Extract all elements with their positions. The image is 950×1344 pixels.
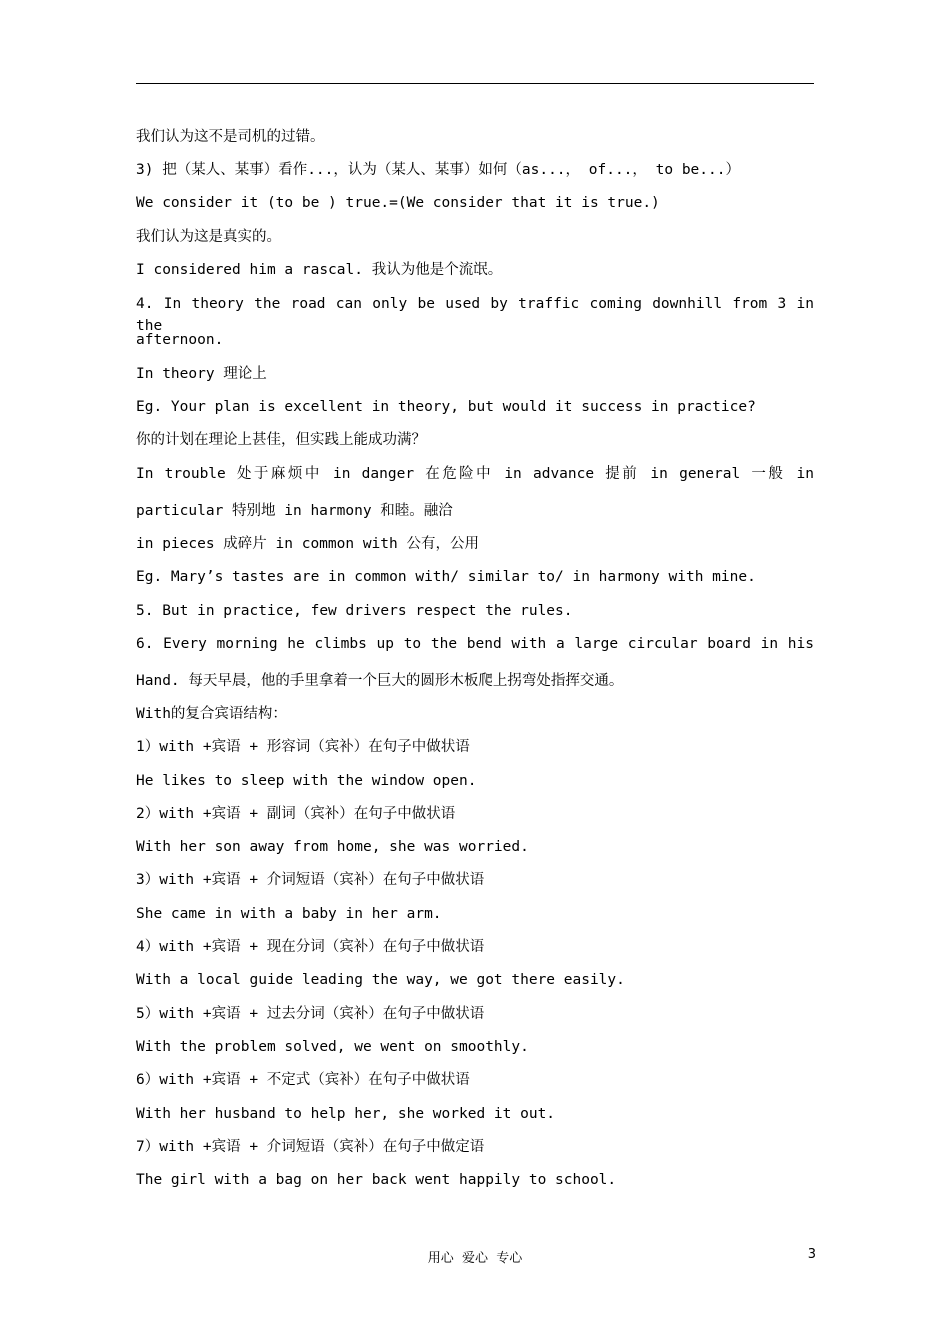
text-line: Eg. Your plan is excellent in theory, but would it success in practice? [136,399,756,415]
text-line: 我们认为这是真实的。 [136,229,281,245]
page-number: 3 [807,1247,816,1262]
text-line: Eg. Mary’s tastes are in common with/ similar to/ in harmony with mine. [136,569,756,585]
text-line: In trouble 处于麻烦中 in danger 在危险中 in advance 提前 in general 一般 in [136,466,814,482]
text-line: The girl with a bag on her back went happily to school. [136,1172,617,1188]
text-line: 4. In theory the road can only be used by traffic coming downhill from 3 in the [136,296,814,334]
text-line: 7）with +宾语 + 介词短语（宾补）在句子中做定语 [136,1139,485,1155]
text-line: particular 特别地 in harmony 和睦。融洽 [136,503,453,519]
text-line: 6）with +宾语 + 不定式（宾补）在句子中做状语 [136,1072,470,1088]
text-line: 6. Every morning he climbs up to the bend with a large circular board in his [136,636,814,652]
text-line: I considered him a rascal. 我认为他是个流氓。 [136,262,503,278]
text-line: 我们认为这不是司机的过错。 [136,129,325,145]
text-line: With her husband to help her, she worked it out. [136,1106,556,1122]
text-line: in pieces 成碎片 in common with 公有，公用 [136,536,479,552]
text-line: afternoon. [136,332,224,348]
text-line: Hand. 每天早晨，他的手里拿着一个巨大的圆形木板爬上拐弯处指挥交通。 [136,673,624,689]
footer-motto: 用心 爱心 专心 [427,1251,523,1266]
text-line: With a local guide leading the way, we got there easily. [136,972,625,988]
text-line: With the problem solved, we went on smoothly. [136,1039,529,1055]
header-rule [136,83,814,84]
text-line: 5）with +宾语 + 过去分词（宾补）在句子中做状语 [136,1006,485,1022]
text-line: We consider it (to be ) true.=(We consider that it is true.) [136,195,660,211]
text-line: She came in with a baby in her arm. [136,906,442,922]
text-line: 3）with +宾语 + 介词短语（宾补）在句子中做状语 [136,872,485,888]
text-line: 2）with +宾语 + 副词（宾补）在句子中做状语 [136,806,456,822]
text-line: In theory 理论上 [136,366,267,382]
text-line: 1）with +宾语 + 形容词（宾补）在句子中做状语 [136,739,470,755]
text-line: He likes to sleep with the window open. [136,773,477,789]
text-line: With的复合宾语结构： [136,706,287,722]
text-line: 5. But in practice, few drivers respect the rules. [136,603,573,619]
text-line: With her son away from home, she was worried. [136,839,529,855]
text-line: 你的计划在理论上甚佳，但实践上能成功满？ [136,432,426,448]
text-line: 4）with +宾语 + 现在分词（宾补）在句子中做状语 [136,939,485,955]
text-line: 3) 把（某人、某事）看作...，认为（某人、某事）如何（as...， of...， to be...） [136,162,740,178]
